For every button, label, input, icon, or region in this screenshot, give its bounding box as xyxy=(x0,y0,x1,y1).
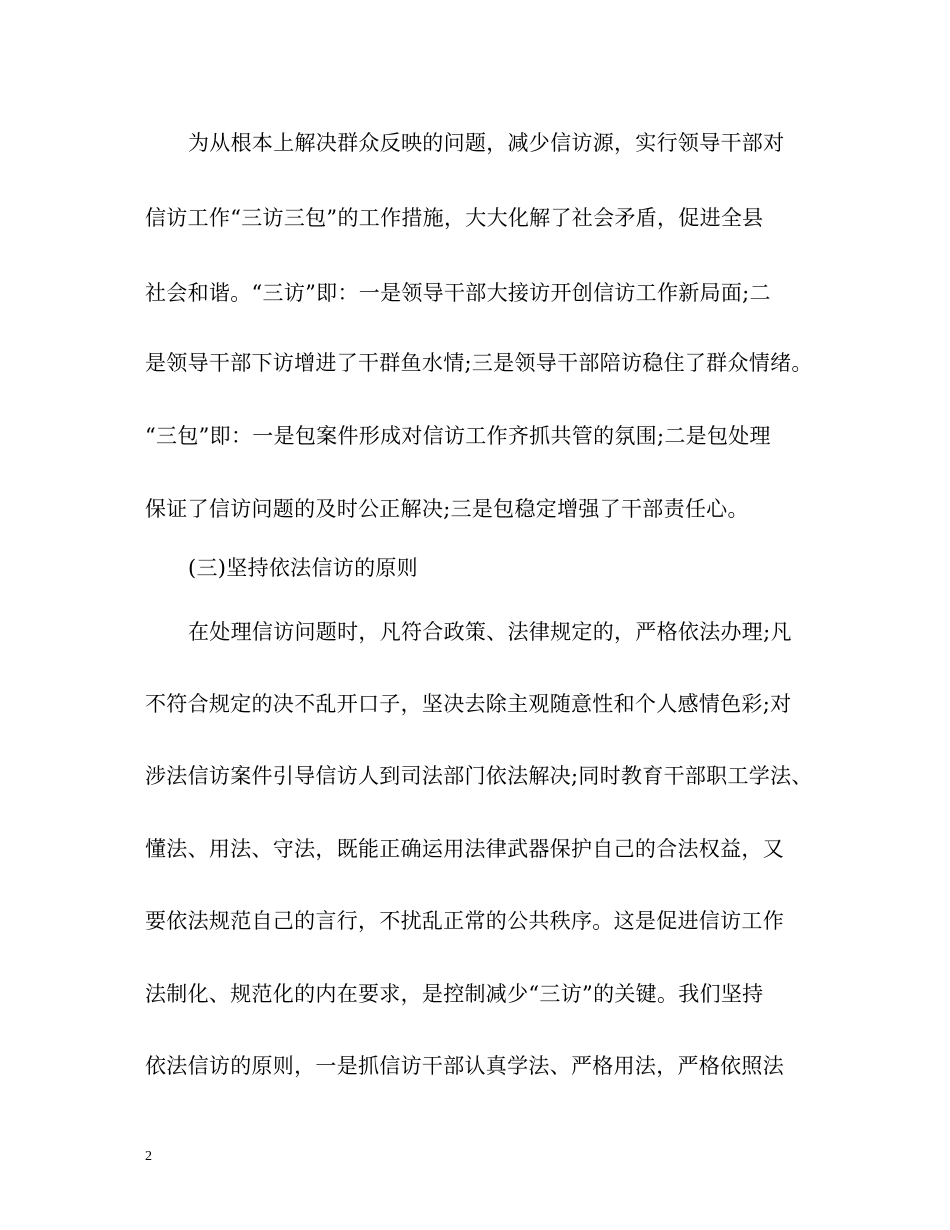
paragraph-line: 信访工作“三访三包”的工作措施，大大化解了社会矛盾，促进全县 xyxy=(145,206,764,230)
paragraph-line: 依法信访的原则，一是抓信访干部认真学法、严格用法，严格依照法 xyxy=(145,1054,784,1078)
paragraph-line: 在处理信访问题时，凡符合政策、法律规定的，严格依法办理;凡 xyxy=(188,620,792,644)
paragraph-line: 社会和谐。“三访”即：一是领导干部大接访开创信访工作新局面;二 xyxy=(145,281,771,305)
paragraph-line: 要依法规范自己的言行，不扰乱正常的公共秩序。这是促进信访工作 xyxy=(145,909,784,933)
paragraph-line: “三包”即：一是包案件形成对信访工作齐抓共管的氛围;二是包处理 xyxy=(145,424,771,448)
paragraph-line: 不符合规定的决不乱开口子，坚决去除主观随意性和个人感情色彩;对 xyxy=(145,692,792,716)
page-number: 2 xyxy=(145,1149,152,1164)
paragraph-line: 懂法、用法、守法，既能正确运用法律武器保护自己的合法权益，又 xyxy=(145,837,784,861)
paragraph-line: 法制化、规范化的内在要求，是控制减少“三访”的关键。我们坚持 xyxy=(145,982,764,1006)
paragraph-line: 为从根本上解决群众反映的问题，减少信访源，实行领导干部对 xyxy=(188,131,785,155)
paragraph-line: 是领导干部下访增进了干群鱼水情;三是领导干部陪访稳住了群众情绪。 xyxy=(145,351,813,375)
paragraph-line: 涉法信访案件引导信访人到司法部门依法解决;同时教育干部职工学法、 xyxy=(145,764,813,788)
section-heading: (三)坚持依法信访的原则 xyxy=(188,556,418,580)
paragraph-line: 保证了信访问题的及时公正解决;三是包稳定增强了干部责任心。 xyxy=(145,497,749,521)
